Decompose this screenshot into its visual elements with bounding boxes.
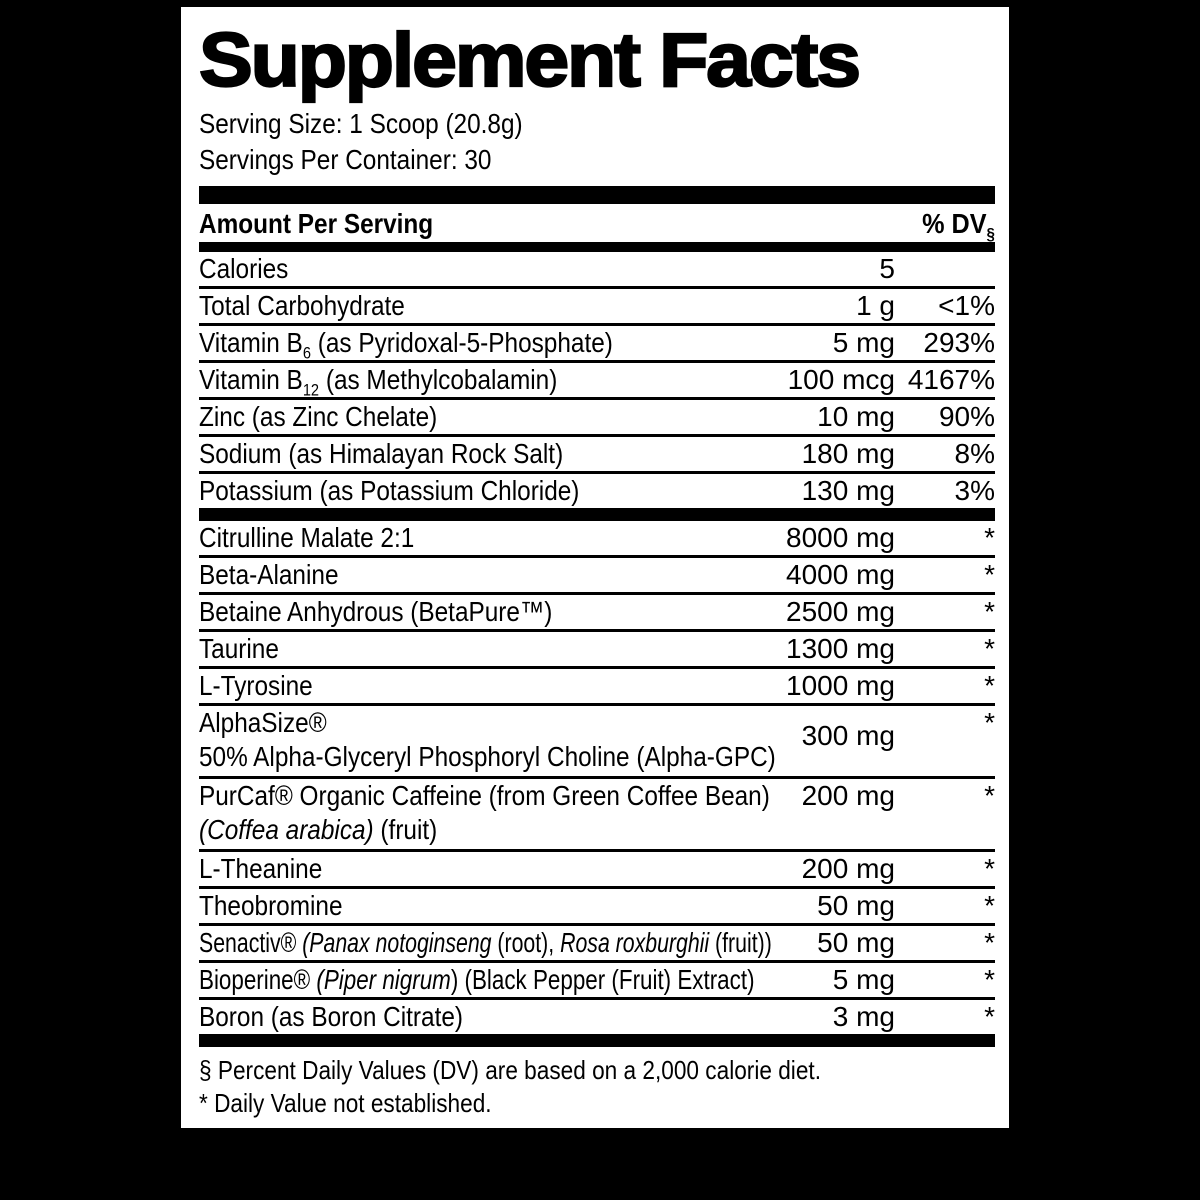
ingredient-name: Senactiv® (Panax notoginseng (root), Rosa roxburghii (fruit)) — [199, 927, 772, 958]
amount-cell: 180 mg — [801, 438, 895, 469]
table-row — [199, 926, 995, 963]
daily-value-cell: 90% — [938, 401, 995, 432]
ingredient-name: Boron (as Boron Citrate) — [199, 1001, 464, 1032]
divider-thick — [199, 508, 995, 521]
ingredient-name: Total Carbohydrate — [199, 290, 405, 321]
percent-dv-header: % $DV_\S$ — [922, 208, 995, 244]
ingredient-name: AlphaSize® 50% Alpha-Glyceryl Phosphoryl Choline (Alpha-GPC) — [199, 707, 776, 772]
divider-thick — [199, 1034, 995, 1047]
serving-info — [199, 106, 995, 178]
daily-value-cell: <1% — [938, 290, 995, 321]
table-row — [199, 326, 995, 363]
ingredient-name: L-Theanine — [199, 853, 323, 884]
table-row — [199, 706, 995, 779]
table-row — [199, 669, 995, 706]
daily-value-cell: * — [984, 633, 995, 664]
table-row — [199, 963, 995, 1000]
ingredient-name: Theobromine — [199, 890, 343, 921]
ingredient-name: Taurine — [199, 633, 279, 664]
daily-value-cell: * — [984, 964, 995, 995]
ingredient-name: Zinc (as Zinc Chelate) — [199, 401, 438, 432]
amount-cell: 50 mg — [817, 890, 895, 921]
amount-cell: 5 mg — [832, 964, 895, 995]
amount-per-serving-header: Amount Per Serving — [199, 208, 434, 239]
table-row — [199, 521, 995, 558]
ingredient-name: Potassium (as Potassium Chloride) — [199, 475, 580, 506]
amount-cell: 300 mg — [801, 720, 895, 751]
daily-value-cell: * — [984, 780, 995, 811]
page-title: Supplement Facts — [199, 18, 859, 103]
serving-size-text: Serving Size: 1 Scoop (20.8g) — [199, 108, 523, 139]
amount-cell: 8000 mg — [786, 522, 895, 553]
footnote-asterisk: * Daily Value not established. — [199, 1088, 492, 1118]
ingredient-name: Vitamin $B_{12}$ (as Methylcobalamin) — [199, 364, 558, 400]
table-row — [199, 632, 995, 669]
servings-per-container-line — [199, 142, 995, 178]
table-row — [199, 474, 995, 508]
facts-rows — [199, 252, 995, 1047]
supplement-facts-panel — [177, 0, 1023, 1128]
ingredient-name: L-Tyrosine — [199, 670, 313, 701]
daily-value-cell: * — [984, 1001, 995, 1032]
daily-value-cell: * — [984, 927, 995, 958]
divider-thick-top — [199, 186, 995, 204]
daily-value-cell: * — [984, 596, 995, 627]
amount-cell: 2500 mg — [786, 596, 895, 627]
daily-value-cell: 8% — [954, 438, 995, 469]
amount-cell: 200 mg — [801, 780, 895, 811]
ingredient-name: Betaine Anhydrous (BetaPure™) — [199, 596, 553, 627]
daily-value-cell: * — [984, 522, 995, 553]
ingredient-name: Calories — [199, 253, 289, 284]
amount-cell: 1000 mg — [786, 670, 895, 701]
ingredient-name: Vitamin $B_6$ (as Pyridoxal-5-Phosphate) — [199, 327, 613, 363]
table-row — [199, 595, 995, 632]
servings-per-container-text: Servings Per Container: 30 — [199, 144, 492, 175]
amount-cell: 50 mg — [817, 927, 895, 958]
ingredient-name: Beta-Alanine — [199, 559, 339, 590]
serving-size-line — [199, 106, 995, 142]
amount-cell: 200 mg — [801, 853, 895, 884]
daily-value-cell: * — [984, 853, 995, 884]
table-row — [199, 889, 995, 926]
amount-cell: 1 g — [856, 290, 895, 321]
table-row — [199, 558, 995, 595]
footnotes — [199, 1047, 995, 1120]
amount-cell: 4000 mg — [786, 559, 895, 590]
amount-cell: 1300 mg — [786, 633, 895, 664]
daily-value-cell: 4167% — [907, 364, 995, 395]
table-row — [199, 400, 995, 437]
table-row — [199, 252, 995, 289]
divider-header — [199, 242, 995, 252]
amount-cell: 3 mg — [832, 1001, 895, 1032]
table-row — [199, 779, 995, 852]
ingredient-name: Citrulline Malate 2:1 — [199, 522, 415, 553]
ingredient-name: PurCaf® Organic Caffeine (from Green Coffee Bean) (Coffea arabica) (fruit) — [199, 780, 770, 845]
daily-value-cell: * — [984, 670, 995, 701]
daily-value-cell: * — [984, 890, 995, 921]
amount-cell: 100 mcg — [787, 364, 895, 395]
table-row — [199, 289, 995, 326]
daily-value-cell: * — [984, 707, 995, 738]
table-row — [199, 1000, 995, 1034]
table-row — [199, 437, 995, 474]
footnote-dv: § Percent Daily Values (DV) are based on a 2,000 calorie diet. — [199, 1055, 821, 1085]
amount-cell: 10 mg — [817, 401, 895, 432]
daily-value-cell: 293% — [923, 327, 995, 358]
amount-cell: 5 — [879, 253, 895, 284]
table-header — [199, 204, 995, 242]
amount-cell: 130 mg — [801, 475, 895, 506]
daily-value-cell: * — [984, 559, 995, 590]
ingredient-name: Bioperine® (Piper nigrum) (Black Pepper (Fruit) Extract) — [199, 964, 755, 995]
daily-value-cell: 3% — [954, 475, 995, 506]
ingredient-name: Sodium (as Himalayan Rock Salt) — [199, 438, 564, 469]
amount-cell: 5 mg — [832, 327, 895, 358]
table-row — [199, 363, 995, 400]
table-row — [199, 852, 995, 889]
panel-content — [190, 18, 995, 1120]
